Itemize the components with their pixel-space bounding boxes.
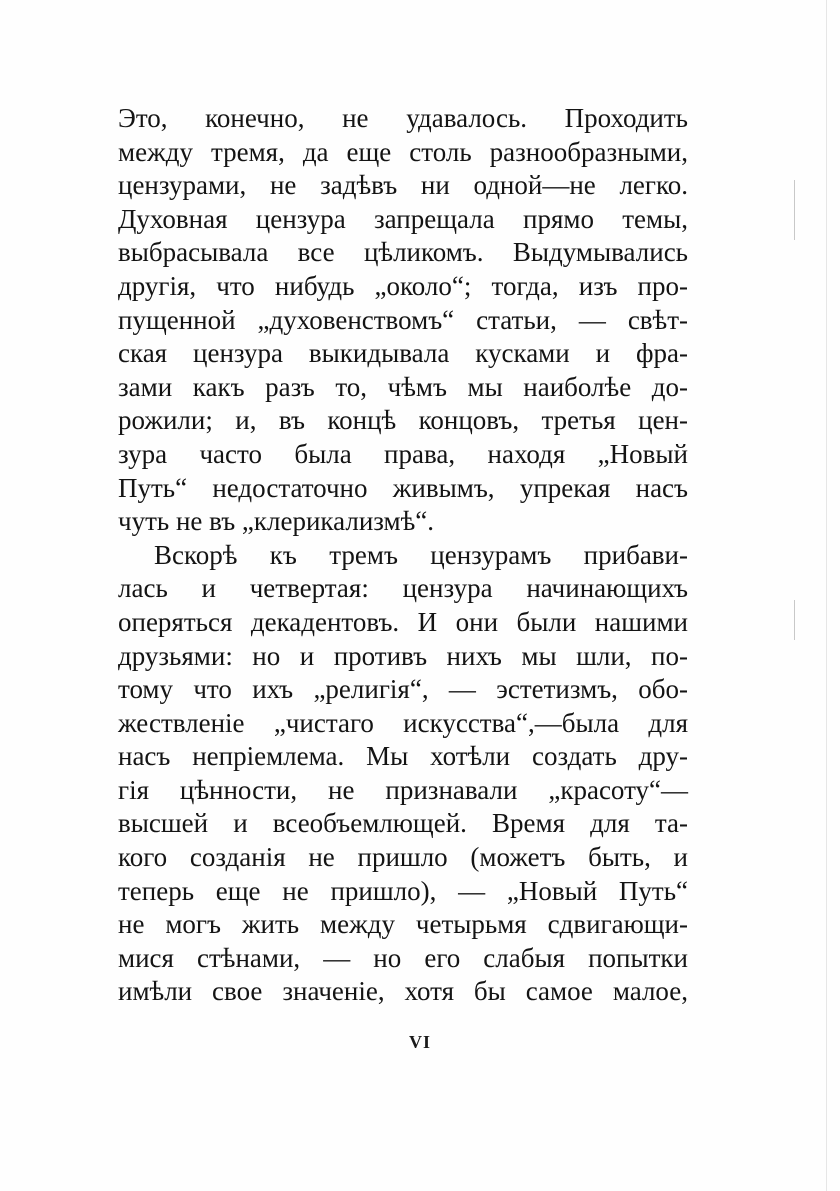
paragraph-1 — [118, 102, 688, 539]
text-line: оперяться декадентовъ. И они были нашими — [118, 606, 688, 637]
text-line: другія, что нибудь „около“; тогда, изъ про- — [118, 270, 688, 301]
text-line: Путь“ недостаточно живымъ, упрекая насъ — [118, 472, 688, 503]
text-line: гія цѣнности, не признавали „красоту“— — [118, 774, 688, 805]
text-line: друзьями: но и противъ нихъ мы шли, по- — [118, 640, 688, 671]
text-line: лась и четвертая: цензура начинающихъ — [118, 573, 688, 604]
text-line: зами какъ разъ то, чѣмъ мы наиболѣе до- — [118, 371, 688, 402]
page-edge-line — [826, 0, 827, 1191]
paragraph-2 — [118, 539, 688, 1009]
text-line: кого созданія не пришло (можетъ быть, и — [118, 842, 688, 873]
text-line: имѣли свое значеніе, хотя бы самое малое, — [118, 976, 688, 1007]
text-line: высшей и всеобъемлющей. Время для та- — [118, 808, 688, 839]
text-line: между тремя, да еще столь разнообразными, — [118, 136, 688, 167]
text-line: жествленіе „чистаго искусства“,—была для — [118, 707, 688, 738]
text-line: Это, конечно, не удавалось. Проходить — [118, 103, 688, 133]
text-line: тому что ихъ „религія“, — эстетизмъ, обо- — [118, 674, 688, 705]
text-line: Вскорѣ къ тремъ цензурамъ прибави- — [154, 539, 688, 570]
body-text — [118, 102, 688, 1009]
text-line: насъ непріемлема. Мы хотѣли создать дру- — [118, 741, 688, 772]
scan-edge-mark — [794, 600, 795, 640]
text-line: Духовная цензура запрещала прямо темы, — [118, 203, 688, 234]
page-number: VI — [408, 1032, 431, 1052]
text-line: выбрасывала все цѣликомъ. Выдумывались — [118, 237, 688, 268]
text-line: пущенной „духовенствомъ“ статьи, — свѣт- — [118, 304, 688, 335]
text-line: ская цензура выкидывала кусками и фра- — [118, 338, 688, 369]
text-line: теперь еще не пришло), — „Новый Путь“ — [118, 875, 688, 906]
text-line: зура часто была права, находя „Новый — [118, 438, 688, 469]
text-line: мися стѣнами, — но его слабыя попытки — [118, 942, 688, 973]
text-line: рожили; и, въ концѣ концовъ, третья цен- — [118, 405, 688, 436]
text-line: не могъ жить между четырьмя сдвигающи- — [118, 909, 688, 940]
scan-edge-mark — [794, 180, 795, 240]
text-line: цензурами, не задѣвъ ни одной—не легко. — [118, 170, 688, 201]
text-line: чуть не въ „клерикализмѣ“. — [118, 506, 435, 537]
